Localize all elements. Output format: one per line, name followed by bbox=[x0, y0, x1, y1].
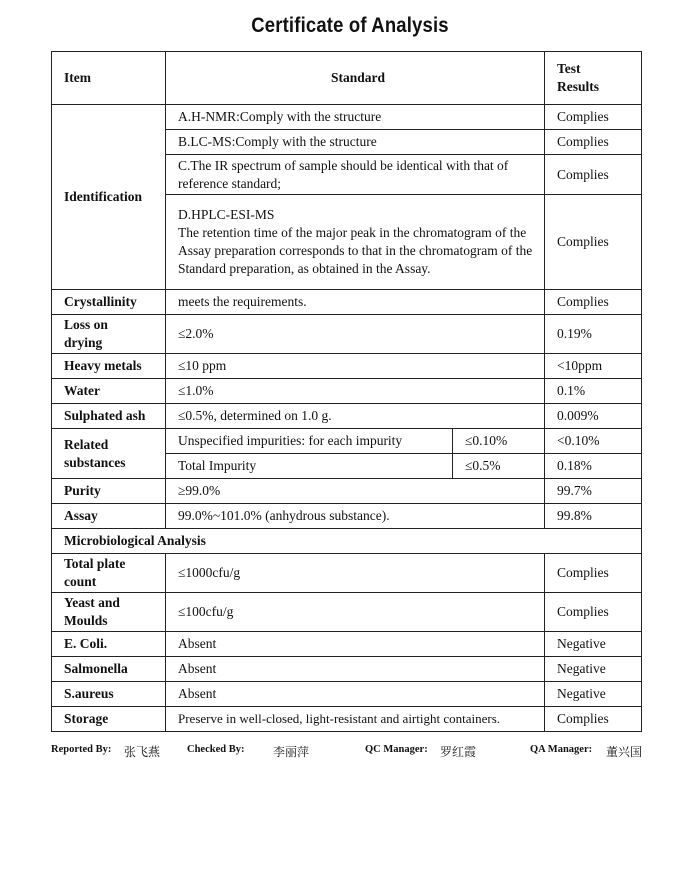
result-cell: Complies bbox=[545, 290, 642, 315]
result-cell: Complies bbox=[545, 130, 642, 155]
result-cell: 0.1% bbox=[545, 379, 642, 404]
table-row bbox=[52, 479, 642, 504]
standard-cell: ≤10 ppm bbox=[166, 354, 545, 379]
standard-cell: ≤100cfu/g bbox=[166, 593, 545, 632]
result-cell: Negative bbox=[545, 682, 642, 707]
result-cell: Complies bbox=[545, 195, 642, 290]
standard-cell: Preserve in well-closed, light-resistant and airtight containers. bbox=[166, 707, 545, 732]
result-cell: Complies bbox=[545, 155, 642, 195]
result-cell: Complies bbox=[545, 554, 642, 593]
result-cell: Complies bbox=[545, 707, 642, 732]
table-row bbox=[52, 632, 642, 657]
analysis-table bbox=[51, 51, 642, 732]
standard-cell: ≥99.0% bbox=[166, 479, 545, 504]
reported-by-name: 张飞燕 bbox=[124, 745, 161, 759]
standard-subtitle: D.HPLC-ESI-MS bbox=[178, 207, 275, 222]
qc-manager-label: QC Manager: bbox=[365, 744, 428, 755]
result-cell: Negative bbox=[545, 657, 642, 682]
table-row bbox=[52, 593, 642, 632]
qa-manager-name: 董兴国 bbox=[606, 745, 643, 759]
table-row bbox=[52, 354, 642, 379]
standard-cell: Absent bbox=[166, 657, 545, 682]
qa-manager-label: QA Manager: bbox=[530, 744, 593, 755]
table-row bbox=[52, 682, 642, 707]
table-row bbox=[52, 529, 642, 554]
result-cell: 0.18% bbox=[545, 454, 642, 479]
table-row bbox=[52, 290, 642, 315]
item-cell: Storage bbox=[52, 707, 166, 732]
standard-cell: A.H-NMR:Comply with the structure bbox=[166, 105, 545, 130]
result-cell: 0.009% bbox=[545, 404, 642, 429]
standard-cell: Absent bbox=[166, 682, 545, 707]
table-row bbox=[52, 707, 642, 732]
standard-cell bbox=[166, 195, 545, 290]
standard-text: The retention time of the major peak in the chromatogram of the Assay preparation corresponds to that in the chromatogram of the Standard preparation, as obtained in the Assay. bbox=[178, 225, 533, 276]
header-item: Item bbox=[52, 52, 166, 105]
checked-by-label: Checked By: bbox=[187, 744, 245, 755]
item-cell: Sulphated ash bbox=[52, 404, 166, 429]
table-row bbox=[52, 504, 642, 529]
standard-cell: 99.0%~101.0% (anhydrous substance). bbox=[166, 504, 545, 529]
item-cell: Heavy metals bbox=[52, 354, 166, 379]
standard-cell: ≤1000cfu/g bbox=[166, 554, 545, 593]
limit-cell: ≤0.5% bbox=[453, 454, 545, 479]
table-row bbox=[52, 657, 642, 682]
standard-cell: meets the requirements. bbox=[166, 290, 545, 315]
table-header-row bbox=[52, 52, 642, 105]
item-cell: Crystallinity bbox=[52, 290, 166, 315]
document-title: Certificate of Analysis bbox=[251, 14, 449, 37]
result-cell: Complies bbox=[545, 593, 642, 632]
standard-cell: Unspecified impurities: for each impurity bbox=[166, 429, 453, 454]
identification-label: Identification bbox=[52, 105, 166, 290]
table-row bbox=[52, 429, 642, 454]
item-cell: Salmonella bbox=[52, 657, 166, 682]
item-cell: E. Coli. bbox=[52, 632, 166, 657]
item-cell: Yeast and Moulds bbox=[52, 593, 166, 632]
result-cell: <0.10% bbox=[545, 429, 642, 454]
header-standard: Standard bbox=[166, 52, 545, 105]
standard-cell: ≤2.0% bbox=[166, 315, 545, 354]
result-cell: Negative bbox=[545, 632, 642, 657]
qc-manager-name: 罗红霞 bbox=[440, 745, 477, 759]
table-row bbox=[52, 404, 642, 429]
reported-by-label: Reported By: bbox=[51, 744, 112, 755]
table-row bbox=[52, 315, 642, 354]
result-cell: 99.7% bbox=[545, 479, 642, 504]
standard-cell: Absent bbox=[166, 632, 545, 657]
result-cell: 99.8% bbox=[545, 504, 642, 529]
result-cell: 0.19% bbox=[545, 315, 642, 354]
related-substances-label: Related substances bbox=[52, 429, 166, 479]
result-cell: <10ppm bbox=[545, 354, 642, 379]
item-cell: Water bbox=[52, 379, 166, 404]
standard-cell: Total Impurity bbox=[166, 454, 453, 479]
item-cell: Assay bbox=[52, 504, 166, 529]
limit-cell: ≤0.10% bbox=[453, 429, 545, 454]
table-row bbox=[52, 554, 642, 593]
checked-by-name: 李丽萍 bbox=[273, 745, 310, 759]
item-cell: Loss on drying bbox=[52, 315, 166, 354]
standard-cell: ≤1.0% bbox=[166, 379, 545, 404]
standard-cell: ≤0.5%, determined on 1.0 g. bbox=[166, 404, 545, 429]
header-results: Test Results bbox=[545, 52, 642, 105]
item-cell: Purity bbox=[52, 479, 166, 504]
microbiological-section-header: Microbiological Analysis bbox=[52, 529, 642, 554]
standard-cell: B.LC-MS:Comply with the structure bbox=[166, 130, 545, 155]
table-row bbox=[52, 379, 642, 404]
table-row bbox=[52, 105, 642, 130]
item-cell: Total plate count bbox=[52, 554, 166, 593]
standard-cell: C.The IR spectrum of sample should be identical with that of reference standard; bbox=[166, 155, 545, 195]
item-cell: S.aureus bbox=[52, 682, 166, 707]
result-cell: Complies bbox=[545, 105, 642, 130]
